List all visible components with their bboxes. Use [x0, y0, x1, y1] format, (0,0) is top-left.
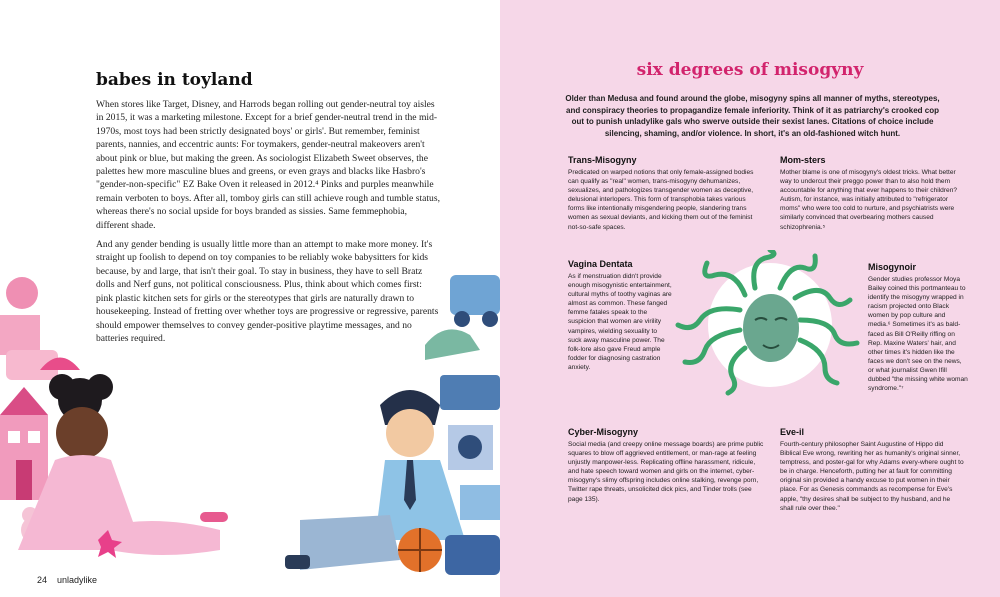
section-heading: Eve-il: [780, 427, 805, 437]
boy-figure-icon: [285, 390, 465, 572]
girl-figure-icon: [18, 374, 228, 558]
section-cyber-misogyny: [568, 427, 766, 504]
section-heading: Trans-Misogyny: [568, 155, 637, 165]
paragraph: And any gender bending is usually little more than an attempt to make more money. It's straight up foolish to depend on toy companies to be reliably woke babysitters for kids because, by and large, that isn't their goal. To stay in business, they have to sell Bratz dolls and Nerf guns, not political consciousness. Plus, think about which comes first: pink plastic kitchen sets for girls or the stereotypes that girls are naturally drawn to housekeeping. Instead of fretting over whether toys are progressive or regressive, parents should empower themselves to convey gender-positive playtime messages, and no batteries required.: [96, 239, 439, 344]
section-eve-il: [780, 427, 965, 513]
page-number: 24: [37, 575, 48, 585]
section-text: Mother blame is one of misogyny's oldest tricks. What better way to undercut their preggo power than to also hold them accountable for anything that ever happens to their children? Autism, for instance, was initially attributed to "refrigerator moms" who were too cold to nurture, and psychiatrists were similarly convinced that overbearing mothers caused schizophrenia.⁵: [780, 169, 958, 231]
section-mom-sters: [780, 155, 960, 232]
section-vagina-dentata: [568, 259, 672, 372]
section-text: Gender studies professor Moya Bailey coined this portmanteau to identify the misogyny wrapped in racism projected onto Black women by pop culture and media.⁶ Sometimes it's as bald-faced as Bill O'Reilly riffing on Rep. Maxine Waters' hair, and other times it's hidden like the faces we don't see on the news, or what journalist Gwen Ifill dubbed "the missing white woman syndrome."⁷: [868, 276, 968, 393]
section-text: Social media (and creepy online message boards) are prime public squares to blow off aggrieved entitlement, or man-rage at feeling unjustly manpower-less. Replicating offline harassment, ridicule, and hate speech toward women and girls on the internet, cyber-misogyny's slimy offspring includes online stalking, revenge porn, Twitter rape threats, unsolicited dick pics, and Tinder trolls (see page 135).: [568, 441, 764, 503]
intro-text: Older than Medusa and found around the globe, misogyny spins all manner of myths, stereotypes, and conspiracy theories to propagandize female inferiority. Think of it as patriarchy's crooked cop out to punish unladylike gals who swerve outside their sexist lanes. Citations of choice include silencing, shaming, and/or violence. In short, it's an old-fashioned witch hunt.: [565, 94, 940, 138]
right-page: [500, 0, 1000, 597]
section-heading: Misogynoir: [868, 262, 917, 272]
section-text: Predicated on warped notions that only female-assigned bodies can qualify as "real" women, trans-misogyny dehumanizes, sexualizes, and pathologizes transgender women as deceptive, delusional interlopers. This form of transphobia takes various forms like intentionally misgendering people, slandering trans women as sexual deviants, and kicking them out of the feminist not-so-safe spaces.: [568, 169, 754, 231]
section-heading: Mom-sters: [780, 155, 826, 165]
page-footer: [37, 575, 97, 585]
kids-toys-illustration: [0, 255, 500, 597]
section-trans-misogyny: [568, 155, 758, 232]
running-head: unladylike: [57, 575, 98, 585]
page-title-left: babes in toyland: [96, 70, 253, 90]
section-misogynoir: [868, 262, 968, 393]
paragraph: When stores like Target, Disney, and Harrods began rolling out gender-neutral toy aisles in 2015, it was a marketing milestone. Except for a brief gender-neutral trend in the mid-1970s, most toys had been strictly designated boys' or girls'. But remember, feminist parents, nannies, and eccentric aunts: For toymakers, gender-neutral makeovers aren't about pink or blue, but making the green. As sociologist Elizabeth Sweet observes, the palettes hew more masculine blues and greens, or even grays and blacks like Hasbro's "gender-non-specific" EZ Bake Oven it released in 2012.⁴ Pinks and purples meanwhile remain verboten to boys. After all, tomboy girls can still achieve rough and tumble status, whereas there's no social upside for boys branded as sissies. Same femmephobia, different shade.: [96, 99, 440, 231]
section-text: Fourth-century philosopher Saint Augustine of Hippo did Biblical Eve wrong, rewriting her as humanity's original sinner, temptress, and poster-gal for why Adams every-where ought to be in charge. Henceforth, putting her at fault for committing original sin provided a handy excuse to put women in their place. For as Genesis commands as recompense for Eve's apple, "thy desires shall be subject to thy husband, and he shall rule over thee.": [780, 441, 964, 512]
section-heading: Cyber-Misogyny: [568, 427, 639, 437]
medusa-icon: [675, 250, 865, 400]
page-title-right: six degrees of misogyny: [636, 60, 864, 80]
section-text: As if menstruation didn't provide enough misogynistic entertainment, cultural myths of toothy vaginas are almost as common. These fanged femme fatales speak to the suspicion that women are virility vampires, wielding sexuality to suck away masculine power. The folk-lore also gave Freud ample fodder for diagnosing castration anxiety.: [568, 273, 672, 371]
section-heading: Vagina Dentata: [568, 259, 633, 269]
